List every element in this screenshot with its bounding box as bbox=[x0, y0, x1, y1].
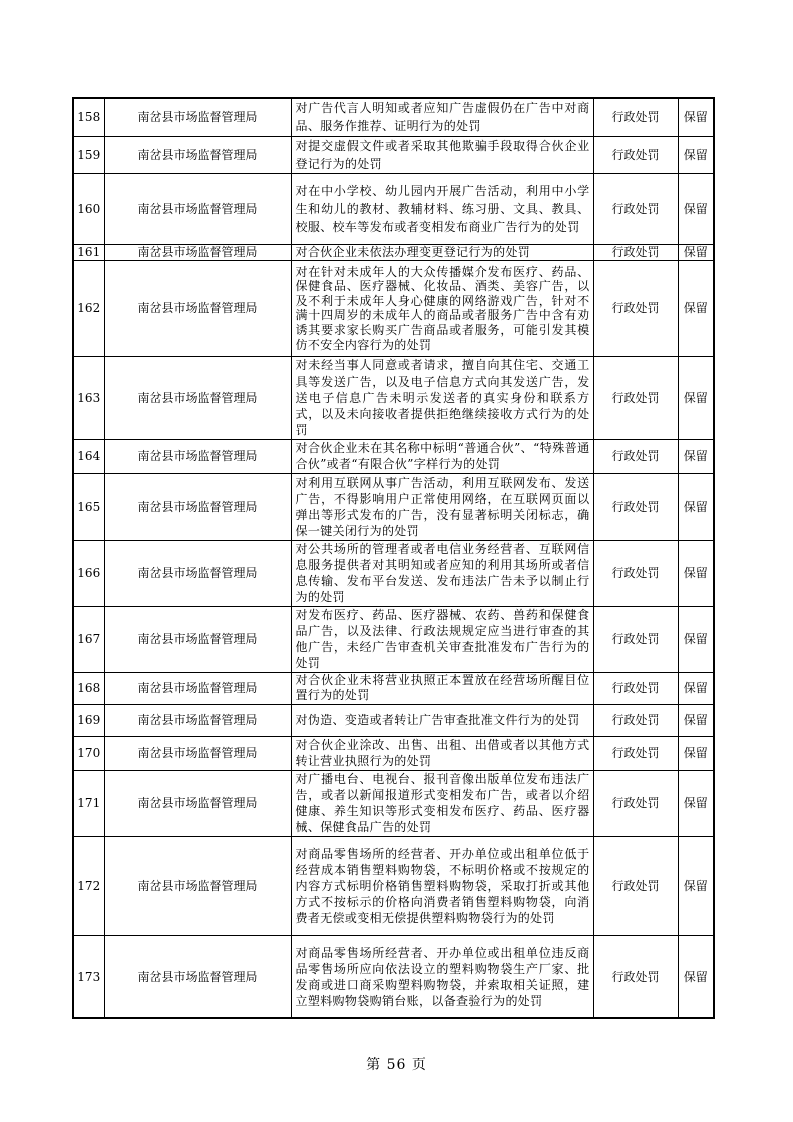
table-row bbox=[73, 173, 714, 244]
row-number: 158 bbox=[73, 98, 104, 136]
department-cell: 南岔县市场监督管理局 bbox=[104, 439, 291, 473]
item-name-cell: 对广播电台、电视台、报刊音像出版单位发布违法广告，或者以新闻报道形式变相发布广告，或者以介绍健康、养生知识等形式变相发布医疗、药品、医疗器械、保健食品广告的处罚 bbox=[291, 770, 593, 836]
row-number: 170 bbox=[73, 736, 104, 770]
item-name-cell: 对提交虚假文件或者采取其他欺骗手段取得合伙企业登记行为的处罚 bbox=[291, 136, 593, 173]
row-number: 169 bbox=[73, 704, 104, 736]
power-type-cell: 行政处罚 bbox=[593, 136, 678, 173]
department-cell: 南岔县市场监督管理局 bbox=[104, 136, 291, 173]
row-number: 173 bbox=[73, 935, 104, 1018]
department-cell: 南岔县市场监督管理局 bbox=[104, 770, 291, 836]
power-type-cell: 行政处罚 bbox=[593, 540, 678, 606]
power-type-cell: 行政处罚 bbox=[593, 260, 678, 356]
item-name-cell: 对合伙企业未将营业执照正本置放在经营场所醒目位置行为的处罚 bbox=[291, 672, 593, 704]
item-name-cell: 对合伙企业涂改、出售、出租、出借或者以其他方式转让营业执照行为的处罚 bbox=[291, 736, 593, 770]
power-type-cell: 行政处罚 bbox=[593, 770, 678, 836]
status-cell: 保留 bbox=[678, 260, 714, 356]
power-type-cell: 行政处罚 bbox=[593, 98, 678, 136]
row-number: 166 bbox=[73, 540, 104, 606]
row-number: 167 bbox=[73, 606, 104, 672]
row-number: 164 bbox=[73, 439, 104, 473]
item-name-cell: 对利用互联网从事广告活动，利用互联网发布、发送广告，不得影响用户正常使用网络，在互联网页面以弹出等形式发布的广告，没有显著标明关闭标志，确保一键关闭行为的处罚 bbox=[291, 473, 593, 540]
table-row bbox=[73, 244, 714, 260]
row-number: 162 bbox=[73, 260, 104, 356]
power-type-cell: 行政处罚 bbox=[593, 356, 678, 439]
status-cell: 保留 bbox=[678, 244, 714, 260]
power-type-cell: 行政处罚 bbox=[593, 935, 678, 1018]
table-row bbox=[73, 935, 714, 1018]
department-cell: 南岔县市场监督管理局 bbox=[104, 98, 291, 136]
power-type-cell: 行政处罚 bbox=[593, 672, 678, 704]
table-row bbox=[73, 260, 714, 356]
department-cell: 南岔县市场监督管理局 bbox=[104, 935, 291, 1018]
status-cell: 保留 bbox=[678, 136, 714, 173]
item-name-cell: 对发布医疗、药品、医疗器械、农药、兽药和保健食品广告，以及法律、行政法规规定应当进行审查的其他广告，未经广告审查机关审查批准发布广告行为的处罚 bbox=[291, 606, 593, 672]
department-cell: 南岔县市场监督管理局 bbox=[104, 672, 291, 704]
table-row bbox=[73, 136, 714, 173]
power-type-cell: 行政处罚 bbox=[593, 173, 678, 244]
status-cell: 保留 bbox=[678, 98, 714, 136]
row-number: 165 bbox=[73, 473, 104, 540]
status-cell: 保留 bbox=[678, 173, 714, 244]
item-name-cell: 对伪造、变造或者转让广告审查批准文件行为的处罚 bbox=[291, 704, 593, 736]
table-row bbox=[73, 770, 714, 836]
power-type-cell: 行政处罚 bbox=[593, 736, 678, 770]
row-number: 159 bbox=[73, 136, 104, 173]
power-type-cell: 行政处罚 bbox=[593, 606, 678, 672]
status-cell: 保留 bbox=[678, 473, 714, 540]
department-cell: 南岔县市场监督管理局 bbox=[104, 173, 291, 244]
status-cell: 保留 bbox=[678, 770, 714, 836]
department-cell: 南岔县市场监督管理局 bbox=[104, 704, 291, 736]
item-name-cell: 对未经当事人同意或者请求，擅自向其住宅、交通工具等发送广告，以及电子信息方式向其发送广告，发送电子信息广告未明示发送者的真实身份和联系方式，以及未向接收者提供拒绝继续接收方式行为的处罚 bbox=[291, 356, 593, 439]
status-cell: 保留 bbox=[678, 540, 714, 606]
table-row bbox=[73, 540, 714, 606]
item-name-cell: 对商品零售场所经营者、开办单位或出租单位违反商品零售场所应向依法设立的塑料购物袋生产厂家、批发商或进口商采购塑料购物袋，并索取相关证照，建立塑料购物袋购销台账，以备查验行为的处罚 bbox=[291, 935, 593, 1018]
row-number: 168 bbox=[73, 672, 104, 704]
department-cell: 南岔县市场监督管理局 bbox=[104, 473, 291, 540]
item-table-body bbox=[73, 98, 714, 1018]
department-cell: 南岔县市场监督管理局 bbox=[104, 736, 291, 770]
department-cell: 南岔县市场监督管理局 bbox=[104, 606, 291, 672]
power-type-cell: 行政处罚 bbox=[593, 439, 678, 473]
table-row bbox=[73, 98, 714, 136]
item-table bbox=[72, 97, 715, 1019]
table-row bbox=[73, 606, 714, 672]
table-row bbox=[73, 704, 714, 736]
department-cell: 南岔县市场监督管理局 bbox=[104, 356, 291, 439]
table-row bbox=[73, 672, 714, 704]
department-cell: 南岔县市场监督管理局 bbox=[104, 836, 291, 935]
power-type-cell: 行政处罚 bbox=[593, 473, 678, 540]
table-row bbox=[73, 439, 714, 473]
page-number: 第 56 页 bbox=[366, 1057, 427, 1073]
power-type-cell: 行政处罚 bbox=[593, 244, 678, 260]
status-cell: 保留 bbox=[678, 736, 714, 770]
item-name-cell: 对合伙企业未在其名称中标明“普通合伙”、“特殊普通合伙”或者“有限合伙”字样行为的处罚 bbox=[291, 439, 593, 473]
status-cell: 保留 bbox=[678, 704, 714, 736]
department-cell: 南岔县市场监督管理局 bbox=[104, 260, 291, 356]
item-name-cell: 对在中小学校、幼儿园内开展广告活动，利用中小学生和幼儿的教材、教辅材料、练习册、文具、教具、校服、校车等发布或者变相发布商业广告行为的处罚 bbox=[291, 173, 593, 244]
department-cell: 南岔县市场监督管理局 bbox=[104, 540, 291, 606]
item-name-cell: 对广告代言人明知或者应知广告虚假仍在广告中对商品、服务作推荐、证明行为的处罚 bbox=[291, 98, 593, 136]
row-number: 161 bbox=[73, 244, 104, 260]
status-cell: 保留 bbox=[678, 672, 714, 704]
item-name-cell: 对公共场所的管理者或者电信业务经营者、互联网信息服务提供者对其明知或者应知的利用其场所或者信息传输、发布平台发送、发布违法广告未予以制止行为的处罚 bbox=[291, 540, 593, 606]
item-name-cell: 对合伙企业未依法办理变更登记行为的处罚 bbox=[291, 244, 593, 260]
table-row bbox=[73, 736, 714, 770]
table-row bbox=[73, 836, 714, 935]
status-cell: 保留 bbox=[678, 836, 714, 935]
status-cell: 保留 bbox=[678, 439, 714, 473]
row-number: 172 bbox=[73, 836, 104, 935]
row-number: 171 bbox=[73, 770, 104, 836]
table-row bbox=[73, 356, 714, 439]
row-number: 160 bbox=[73, 173, 104, 244]
row-number: 163 bbox=[73, 356, 104, 439]
status-cell: 保留 bbox=[678, 606, 714, 672]
power-type-cell: 行政处罚 bbox=[593, 836, 678, 935]
item-name-cell: 对商品零售场所的经营者、开办单位或出租单位低于经营成本销售塑料购物袋，不标明价格或不按规定的内容方式标明价格销售塑料购物袋，采取打折或其他方式不按标示的价格向消费者销售塑料购物袋，向消费者无偿或变相无偿提供塑料购物袋行为的处罚 bbox=[291, 836, 593, 935]
department-cell: 南岔县市场监督管理局 bbox=[104, 244, 291, 260]
table-row bbox=[73, 473, 714, 540]
item-name-cell: 对在针对未成年人的大众传播媒介发布医疗、药品、保健食品、医疗器械、化妆品、酒类、美容广告，以及不利于未成年人身心健康的网络游戏广告，针对不满十四周岁的未成年人的商品或者服务广告中含有劝诱其要求家长购买广告商品或者服务，可能引发其模仿不安全内容行为的处罚 bbox=[291, 260, 593, 356]
status-cell: 保留 bbox=[678, 356, 714, 439]
status-cell: 保留 bbox=[678, 935, 714, 1018]
power-type-cell: 行政处罚 bbox=[593, 704, 678, 736]
